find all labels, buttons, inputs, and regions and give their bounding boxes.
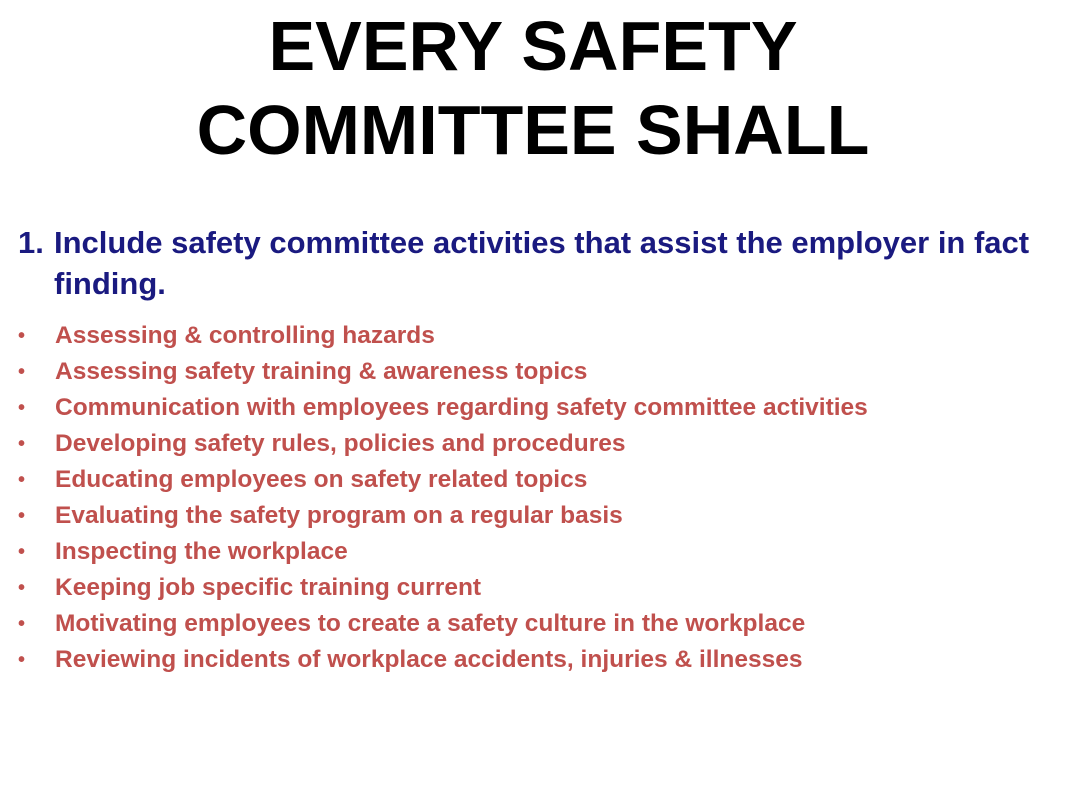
bullet-list — [18, 318, 1048, 678]
bullet-text: Communication with employees regarding safety committee activities — [55, 394, 868, 421]
bullet-icon: • — [18, 361, 26, 383]
bullet-icon: • — [18, 541, 26, 563]
bullet-icon: • — [18, 325, 26, 347]
list-item — [18, 318, 1048, 354]
list-item — [18, 354, 1048, 390]
item-number: 1. — [18, 225, 44, 260]
list-item — [18, 426, 1048, 462]
bullet-text: Educating employees on safety related topics — [55, 466, 588, 493]
bullet-icon: • — [18, 397, 26, 419]
bullet-icon: • — [18, 649, 26, 671]
bullet-text: Motivating employees to create a safety culture in the workplace — [55, 610, 806, 637]
list-item — [18, 534, 1048, 570]
title-line-2: COMMITTEE SHALL — [196, 91, 870, 169]
item-text: Include safety committee activities that assist the employer in fact finding. — [54, 225, 1030, 301]
list-item — [18, 462, 1048, 498]
list-item — [18, 642, 1048, 678]
list-item — [18, 606, 1048, 642]
list-item — [18, 390, 1048, 426]
slide-title — [0, 4, 1066, 172]
numbered-item — [18, 222, 1048, 304]
bullet-text: Reviewing incidents of workplace accidents, injuries & illnesses — [55, 646, 803, 673]
bullet-icon: • — [18, 613, 26, 635]
title-line-1: EVERY SAFETY — [268, 7, 798, 85]
bullet-text: Assessing & controlling hazards — [55, 322, 435, 349]
bullet-icon: • — [18, 433, 26, 455]
bullet-text: Evaluating the safety program on a regular basis — [55, 502, 623, 529]
bullet-text: Inspecting the workplace — [55, 538, 348, 565]
list-item — [18, 498, 1048, 534]
bullet-icon: • — [18, 577, 26, 599]
bullet-text: Assessing safety training & awareness topics — [55, 358, 588, 385]
list-item — [18, 570, 1048, 606]
bullet-text: Keeping job specific training current — [55, 574, 482, 601]
bullet-text: Developing safety rules, policies and procedures — [55, 430, 626, 457]
bullet-icon: • — [18, 505, 26, 527]
bullet-icon: • — [18, 469, 26, 491]
